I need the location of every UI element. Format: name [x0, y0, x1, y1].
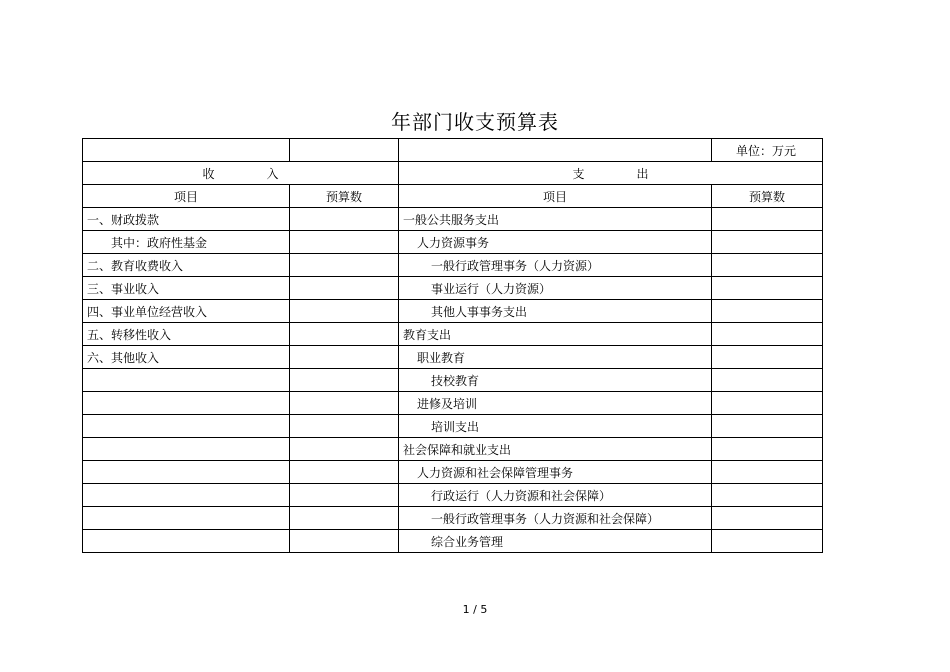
expense-item: 社会保障和就业支出 — [399, 438, 712, 461]
col-header-expense-budget: 预算数 — [712, 185, 823, 208]
income-item: 三、事业收入 — [83, 277, 290, 300]
table-row — [83, 530, 823, 553]
income-budget — [290, 254, 399, 277]
table-row — [83, 300, 823, 323]
expense-budget — [712, 461, 823, 484]
expense-budget — [712, 369, 823, 392]
income-item — [83, 484, 290, 507]
expense-item: 综合业务管理 — [399, 530, 712, 553]
income-item: 六、其他收入 — [83, 346, 290, 369]
income-budget — [290, 277, 399, 300]
expense-item: 技校教育 — [399, 369, 712, 392]
expense-budget — [712, 300, 823, 323]
empty-cell — [290, 139, 399, 162]
table-row — [83, 369, 823, 392]
expense-budget — [712, 484, 823, 507]
income-item — [83, 530, 290, 553]
income-budget — [290, 507, 399, 530]
income-item: 其中：政府性基金 — [83, 231, 290, 254]
table-row — [83, 231, 823, 254]
table-row — [83, 323, 823, 346]
expense-header-char: 支 — [572, 166, 585, 181]
expense-header-char: 出 — [636, 166, 649, 181]
table-row — [83, 438, 823, 461]
expense-item: 培训支出 — [399, 415, 712, 438]
page-number: 1 / 5 — [462, 603, 488, 616]
expense-budget — [712, 438, 823, 461]
income-budget — [290, 415, 399, 438]
expense-item: 行政运行（人力资源和社会保障） — [399, 484, 712, 507]
table-row — [83, 507, 823, 530]
expense-budget — [712, 208, 823, 231]
expense-budget — [712, 507, 823, 530]
expense-header — [399, 162, 823, 185]
income-item — [83, 369, 290, 392]
budget-table — [82, 138, 823, 553]
table-row — [83, 484, 823, 507]
expense-item: 一般行政管理事务（人力资源） — [399, 254, 712, 277]
income-budget — [290, 392, 399, 415]
income-budget — [290, 461, 399, 484]
income-item: 二、教育收费收入 — [83, 254, 290, 277]
column-header-row — [83, 185, 823, 208]
expense-item: 教育支出 — [399, 323, 712, 346]
expense-budget — [712, 415, 823, 438]
table-row — [83, 415, 823, 438]
income-budget — [290, 231, 399, 254]
unit-row — [83, 139, 823, 162]
expense-item: 人力资源和社会保障管理事务 — [399, 461, 712, 484]
expense-item: 职业教育 — [399, 346, 712, 369]
section-header-row — [83, 162, 823, 185]
income-header-char: 入 — [266, 166, 279, 181]
unit-label: 单位：万元 — [712, 139, 823, 162]
income-budget — [290, 484, 399, 507]
income-budget — [290, 530, 399, 553]
col-header-expense-item: 项目 — [399, 185, 712, 208]
expense-budget — [712, 254, 823, 277]
income-budget — [290, 438, 399, 461]
data-rows — [83, 208, 823, 553]
table-row — [83, 277, 823, 300]
income-item: 四、事业单位经营收入 — [83, 300, 290, 323]
table-row — [83, 392, 823, 415]
expense-item: 人力资源事务 — [399, 231, 712, 254]
expense-budget — [712, 323, 823, 346]
income-item — [83, 461, 290, 484]
income-header — [83, 162, 399, 185]
table-row — [83, 208, 823, 231]
income-budget — [290, 208, 399, 231]
income-budget — [290, 323, 399, 346]
income-item — [83, 438, 290, 461]
expense-item: 一般公共服务支出 — [399, 208, 712, 231]
expense-item: 进修及培训 — [399, 392, 712, 415]
empty-cell — [399, 139, 712, 162]
income-item — [83, 392, 290, 415]
income-item — [83, 415, 290, 438]
col-header-income-budget: 预算数 — [290, 185, 399, 208]
page-title: 年部门收支预算表 — [391, 110, 559, 134]
table-row — [83, 461, 823, 484]
income-item — [83, 507, 290, 530]
table-row — [83, 254, 823, 277]
income-budget — [290, 369, 399, 392]
empty-cell — [83, 139, 290, 162]
table-row — [83, 346, 823, 369]
expense-item: 其他人事事务支出 — [399, 300, 712, 323]
income-budget — [290, 346, 399, 369]
income-header-char: 收 — [202, 166, 215, 181]
expense-budget — [712, 530, 823, 553]
expense-budget — [712, 346, 823, 369]
expense-budget — [712, 277, 823, 300]
expense-budget — [712, 392, 823, 415]
col-header-income-item: 项目 — [83, 185, 290, 208]
expense-budget — [712, 231, 823, 254]
income-budget — [290, 300, 399, 323]
expense-item: 一般行政管理事务（人力资源和社会保障） — [399, 507, 712, 530]
income-item: 一、财政拨款 — [83, 208, 290, 231]
income-item: 五、转移性收入 — [83, 323, 290, 346]
expense-item: 事业运行（人力资源） — [399, 277, 712, 300]
